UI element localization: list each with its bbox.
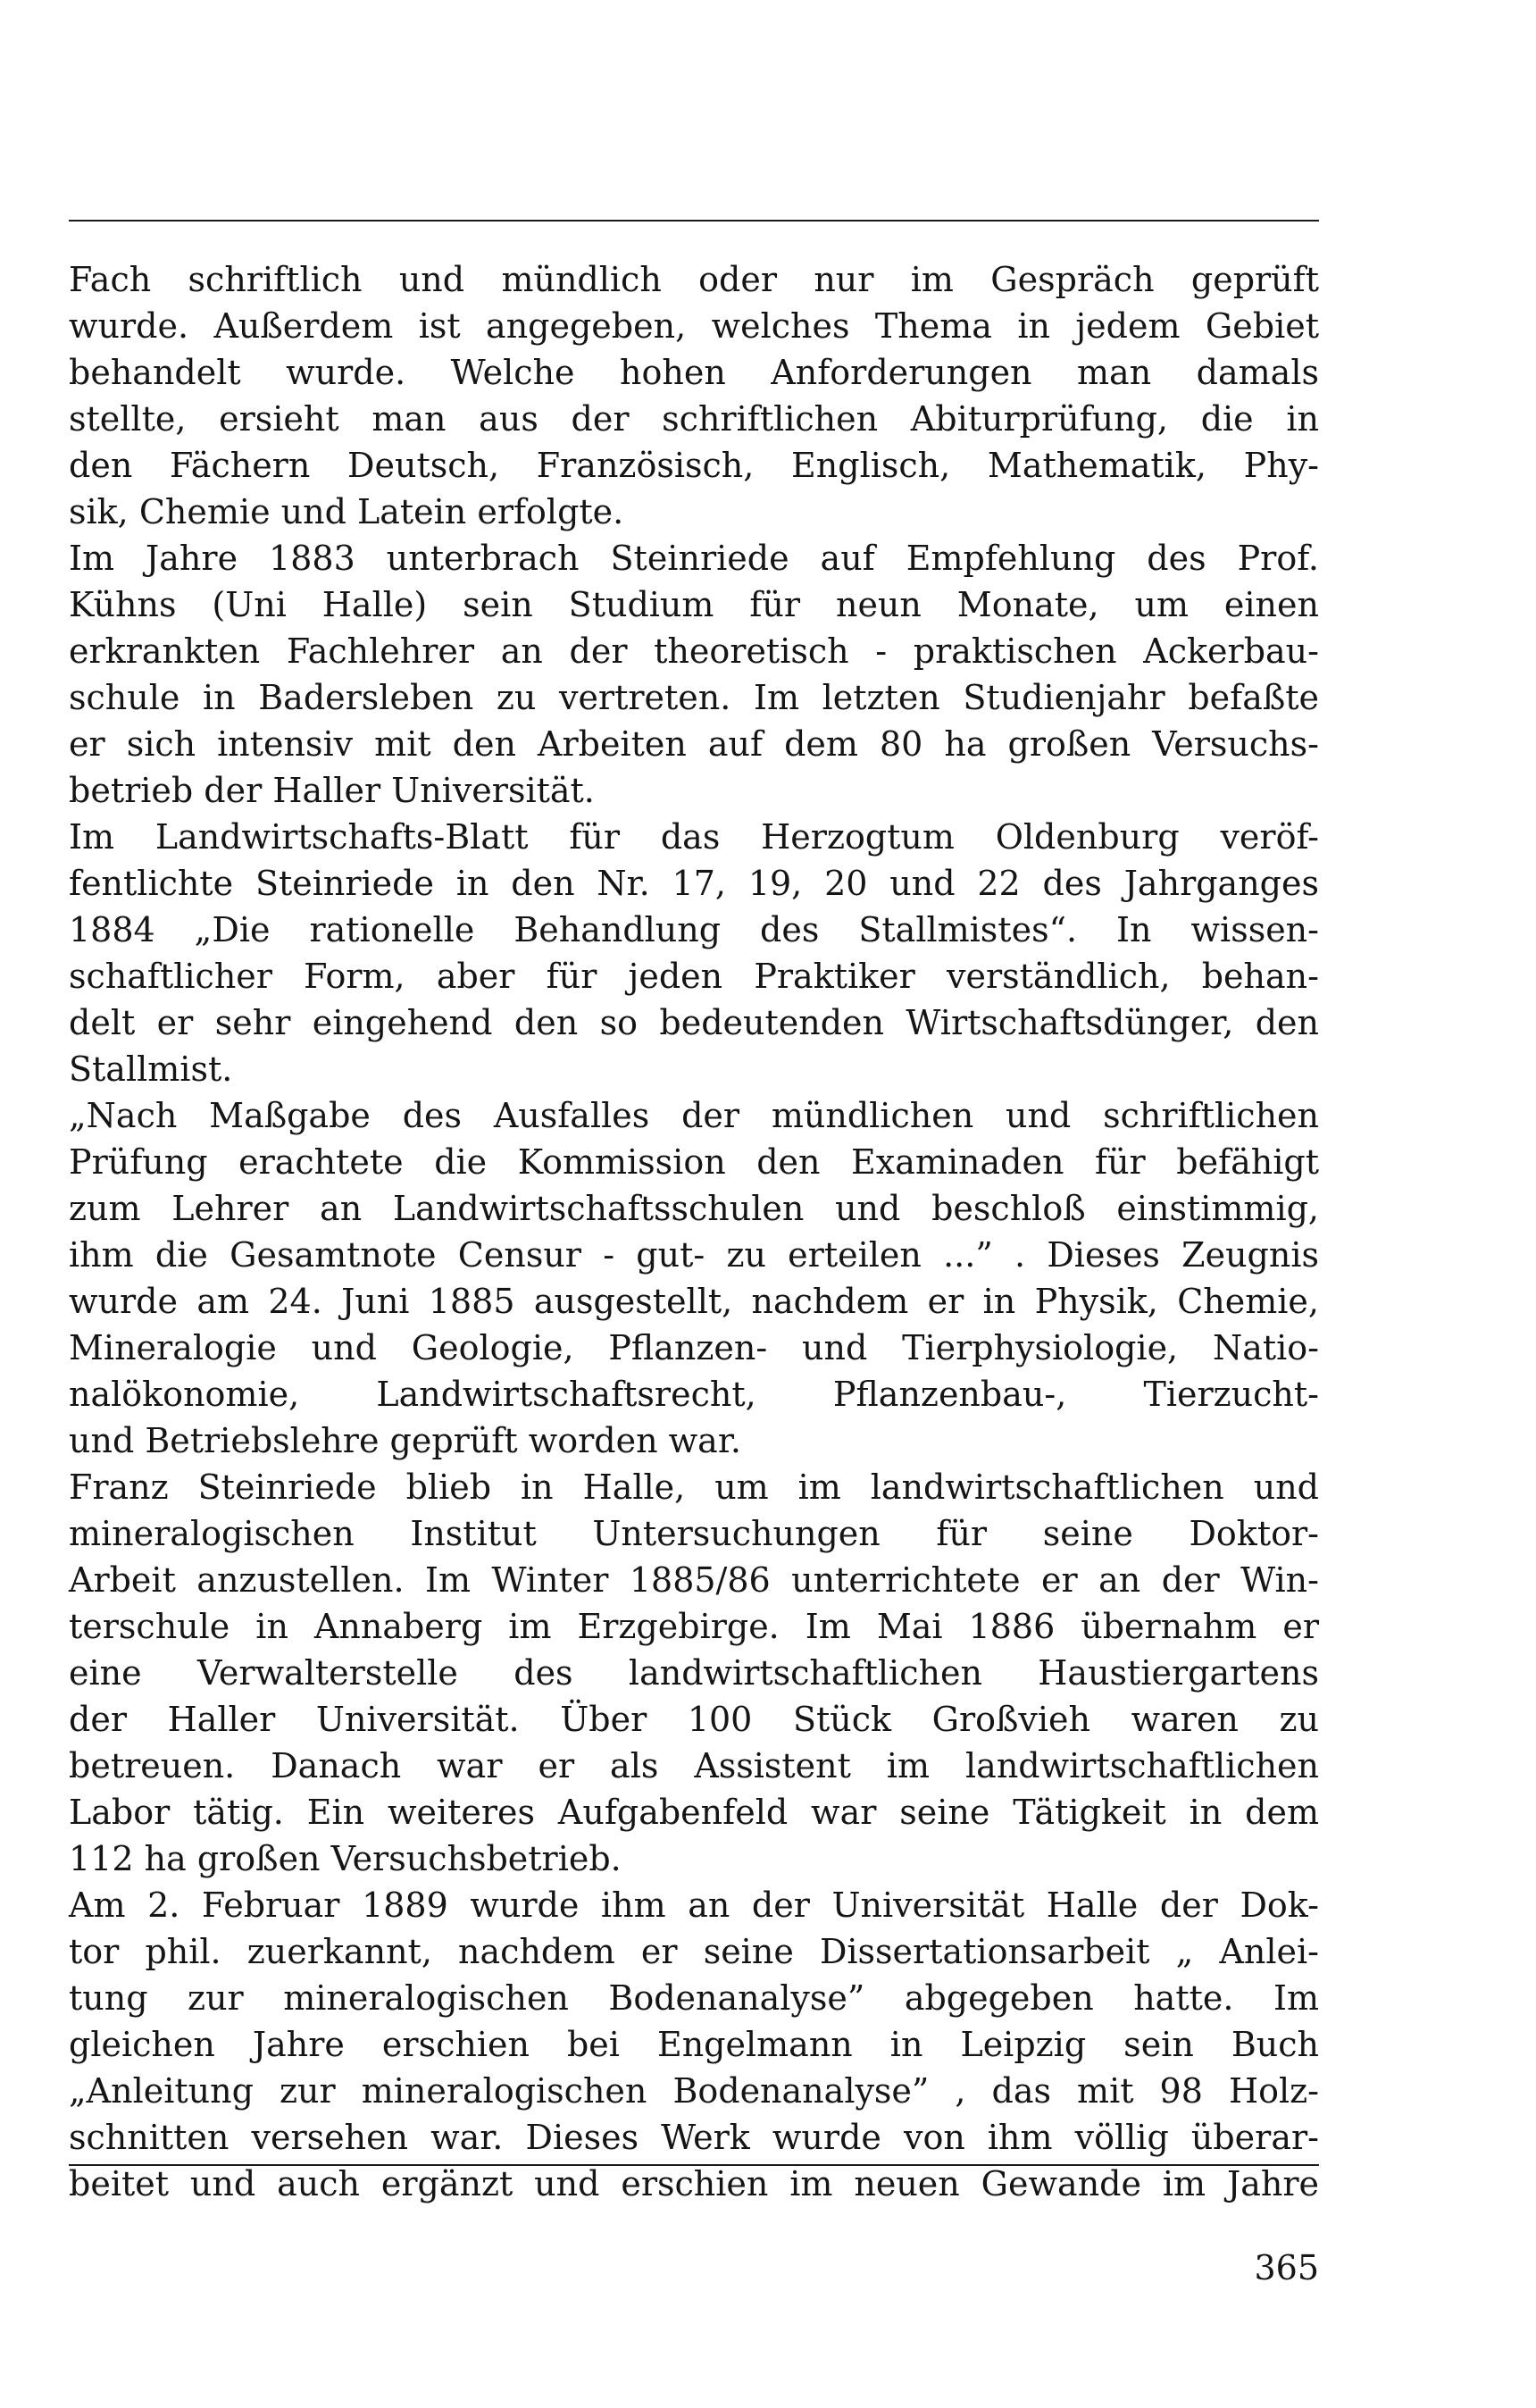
text-line: delt er sehr eingehend den so bedeutenden Wirtschaftsdünger, den — [69, 1003, 1319, 1042]
text-line: nalökonomie, Landwirtschaftsrecht, Pflanzenbau-, Tierzucht- — [69, 1375, 1319, 1414]
text-line: „Nach Maßgabe des Ausfalles der mündlichen und schriftlichen — [69, 1096, 1319, 1135]
text-line: beitet und auch ergänzt und erschien im neuen Gewande im Jahre — [69, 2164, 1319, 2203]
text-line: eine Verwalterstelle des landwirtschaftlichen Haustiergartens — [69, 1653, 1319, 1693]
page-number: 365 — [1254, 2248, 1319, 2287]
text-line: schnitten versehen war. Dieses Werk wurde von ihm völlig überar- — [69, 2118, 1319, 2157]
text-line: betreuen. Danach war er als Assistent im landwirtschaftlichen — [69, 1746, 1319, 1785]
text-line: Arbeit anzustellen. Im Winter 1885/86 unterrichtete er an der Win- — [69, 1560, 1319, 1600]
text-line: fentlichte Steinriede in den Nr. 17, 19, 20 und 22 des Jahrganges — [69, 864, 1319, 903]
bottom-rule — [69, 2164, 1319, 2166]
text-line: Im Jahre 1883 unterbrach Steinriede auf Empfehlung des Prof. — [69, 539, 1319, 578]
text-line: Mineralogie und Geologie, Pflanzen- und Tierphysiologie, Natio- — [69, 1328, 1319, 1367]
text-line: betrieb der Haller Universität. — [69, 771, 595, 810]
text-line: 1884 „Die rationelle Behandlung des Stallmistes“. In wissen- — [69, 910, 1319, 949]
text-line: 112 ha großen Versuchsbetrieb. — [69, 1839, 622, 1878]
text-line: Kühns (Uni Halle) sein Studium für neun Monate, um einen — [69, 585, 1319, 624]
text-line: schule in Badersleben zu vertreten. Im letzten Studienjahr befaßte — [69, 678, 1319, 717]
text-line: zum Lehrer an Landwirtschaftsschulen und beschloß einstimmig, — [69, 1189, 1319, 1228]
text-line: Labor tätig. Ein weiteres Aufgabenfeld war seine Tätigkeit in dem — [69, 1793, 1319, 1832]
text-line: terschule in Annaberg im Erzgebirge. Im Mai 1886 übernahm er — [69, 1607, 1319, 1646]
top-rule — [69, 220, 1319, 222]
text-line: tung zur mineralogischen Bodenanalyse” abgegeben hatte. Im — [69, 1978, 1319, 2018]
text-line: mineralogischen Institut Untersuchungen für seine Doktor- — [69, 1514, 1319, 1553]
text-line: „Anleitung zur mineralogischen Bodenanalyse” , das mit 98 Holz- — [69, 2071, 1319, 2111]
text-line: Im Landwirtschafts-Blatt für das Herzogtum Oldenburg veröf- — [69, 817, 1319, 857]
text-line: Stallmist. — [69, 1049, 233, 1089]
text-line: erkrankten Fachlehrer an der theoretisch - praktischen Ackerbau- — [69, 631, 1319, 671]
text-line: Franz Steinriede blieb in Halle, um im landwirtschaftlichen und — [69, 1467, 1319, 1507]
text-line: der Haller Universität. Über 100 Stück Großvieh waren zu — [69, 1700, 1319, 1739]
text-line: Prüfung erachtete die Kommission den Examinaden für befähigt — [69, 1142, 1319, 1182]
text-line: behandelt wurde. Welche hohen Anforderungen man damals — [69, 353, 1319, 392]
text-line: ihm die Gesamtnote Censur - gut- zu erteilen ...” . Dieses Zeugnis — [69, 1235, 1319, 1275]
text-line: sik, Chemie und Latein erfolgte. — [69, 492, 624, 531]
text-line: gleichen Jahre erschien bei Engelmann in Leipzig sein Buch — [69, 2025, 1319, 2064]
text-line: den Fächern Deutsch, Französisch, Englisch, Mathematik, Phy- — [69, 446, 1319, 485]
text-line: tor phil. zuerkannt, nachdem er seine Dissertationsarbeit „ Anlei- — [69, 1932, 1319, 1971]
text-line: wurde. Außerdem ist angegeben, welches Thema in jedem Gebiet — [69, 306, 1319, 346]
text-line: stellte, ersieht man aus der schriftlichen Abiturprüfung, die in — [69, 399, 1319, 439]
text-line: schaftlicher Form, aber für jeden Praktiker verständlich, behan- — [69, 957, 1319, 996]
text-line: Am 2. Februar 1889 wurde ihm an der Universität Halle der Dok- — [69, 1885, 1319, 1925]
text-line: er sich intensiv mit den Arbeiten auf dem 80 ha großen Versuchs- — [69, 724, 1319, 764]
text-line: wurde am 24. Juni 1885 ausgestellt, nachdem er in Physik, Chemie, — [69, 1282, 1319, 1321]
text-line: und Betriebslehre geprüft worden war. — [69, 1421, 741, 1460]
body-text — [69, 256, 1319, 2207]
text-line: Fach schriftlich und mündlich oder nur im Gespräch geprüft — [69, 260, 1319, 299]
